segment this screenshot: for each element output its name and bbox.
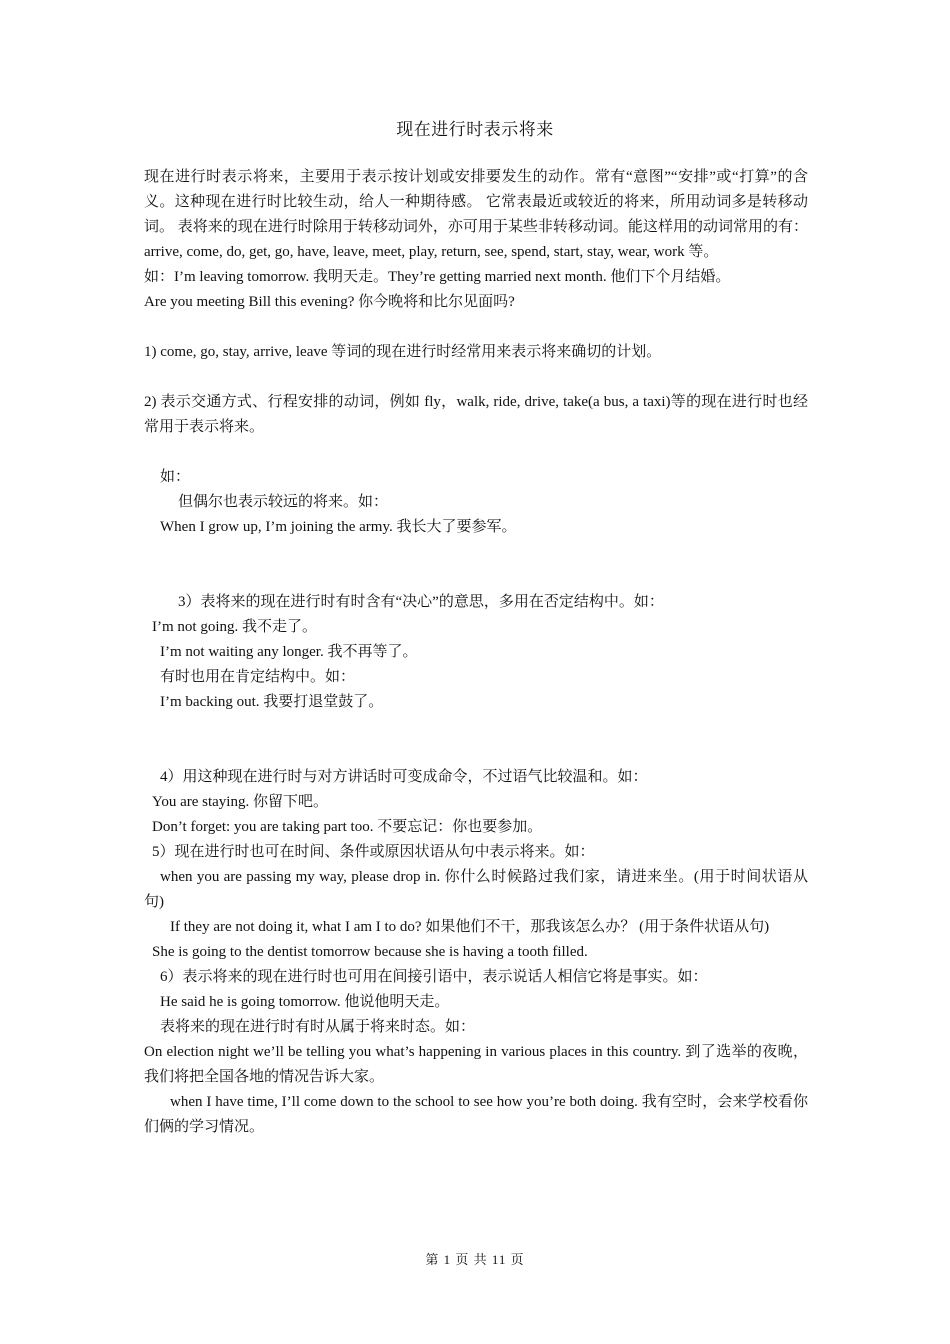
rule-3-positive: 有时也用在肯定结构中。如： bbox=[160, 669, 356, 685]
rule-4-example-1: You are staying. 你留下吧。 bbox=[152, 794, 328, 810]
document-body bbox=[144, 165, 808, 1140]
rule-5-heading: 5）现在进行时也可在时间、条件或原因状语从句中表示将来。如： bbox=[152, 844, 595, 860]
rule-6-example-3: when I have time, I’ll come down to the school to see how you’re both doing. 我有空时，会来学校看你们俩的学习情况。 bbox=[144, 1094, 808, 1135]
rule-2: 2) 表示交通方式、行程安排的动词，例如 fly，walk, ride, drive, take(a bus, a taxi)等的现在进行时也经常用于表示将来。 bbox=[144, 394, 808, 435]
rule-3-example-3: I’m backing out. 我要打退堂鼓了。 bbox=[160, 694, 384, 710]
page-footer: 第 1 页 共 11 页 bbox=[425, 1252, 525, 1267]
rule-6-example-1: He said he is going tomorrow. 他说他明天走。 bbox=[160, 994, 450, 1010]
rule-6-example-2: On election night we’ll be telling you what’s happening in various places in this country. 到了选举的夜晚，我们将把全国各地的情况告诉大家。 bbox=[144, 1044, 808, 1085]
rule-1: 1) come, go, stay, arrive, leave 等词的现在进行时经常用来表示将来确切的计划。 bbox=[144, 344, 662, 360]
rule-2-example: When I grow up, I’m joining the army. 我长大了要参军。 bbox=[160, 519, 517, 535]
rule-3-heading: 3）表将来的现在进行时有时含有“决心”的意思，多用在否定结构中。如： bbox=[178, 594, 664, 610]
rule-3-example-2: I’m not waiting any longer. 我不再等了。 bbox=[160, 644, 418, 660]
rule-6-heading: 6）表示将来的现在进行时也可用在间接引语中，表示说话人相信它将是事实。如： bbox=[160, 969, 708, 985]
rule-5-example-2: If they are not doing it, what I am I to do? 如果他们不干，那我该怎么办？ (用于条件状语从句) bbox=[170, 919, 770, 935]
rule-4-heading: 4）用这种现在进行时与对方讲话时可变成命令，不过语气比较温和。如： bbox=[160, 769, 648, 785]
page-title: 现在进行时表示将来 bbox=[396, 120, 554, 139]
rule-3-example-1: I’m not going. 我不走了。 bbox=[152, 619, 317, 635]
rule-2-distant: 但偶尔也表示较远的将来。如： bbox=[178, 494, 389, 510]
rule-5-example-1: when you are passing my way, please drop in. 你什么时候路过我们家，请进来坐。(用于时间状语从句) bbox=[144, 869, 808, 910]
intro-paragraph: 现在进行时表示将来，主要用于表示按计划或安排要发生的动作。常有“意图”“安排”或“打算”的含义。这种现在进行时比较生动，给人一种期待感。 它常表最近或较近的将来，所用动词多是转移动词。 表将来的现在进行时除用于转移动词外，亦可用于某些非转移动词。能这样用的动词常用的有：arrive, come, do, get, go, have, leave, meet, play, return, see, spend, start, stay, wear, work 等。 bbox=[144, 169, 808, 260]
rule-2-ru: 如： bbox=[160, 469, 191, 485]
intro-example-2: Are you meeting Bill this evening? 你今晚将和比尔见面吗? bbox=[144, 294, 515, 310]
rule-4-example-2: Don’t forget: you are taking part too. 不要忘记：你也要参加。 bbox=[152, 819, 543, 835]
rule-6-subordinate: 表将来的现在进行时有时从属于将来时态。如： bbox=[160, 1019, 476, 1035]
rule-5-example-3: She is going to the dentist tomorrow because she is having a tooth filled. bbox=[152, 944, 588, 960]
intro-example-1: 如：I’m leaving tomorrow. 我明天走。They’re getting married next month. 他们下个月结婚。 bbox=[144, 269, 731, 285]
